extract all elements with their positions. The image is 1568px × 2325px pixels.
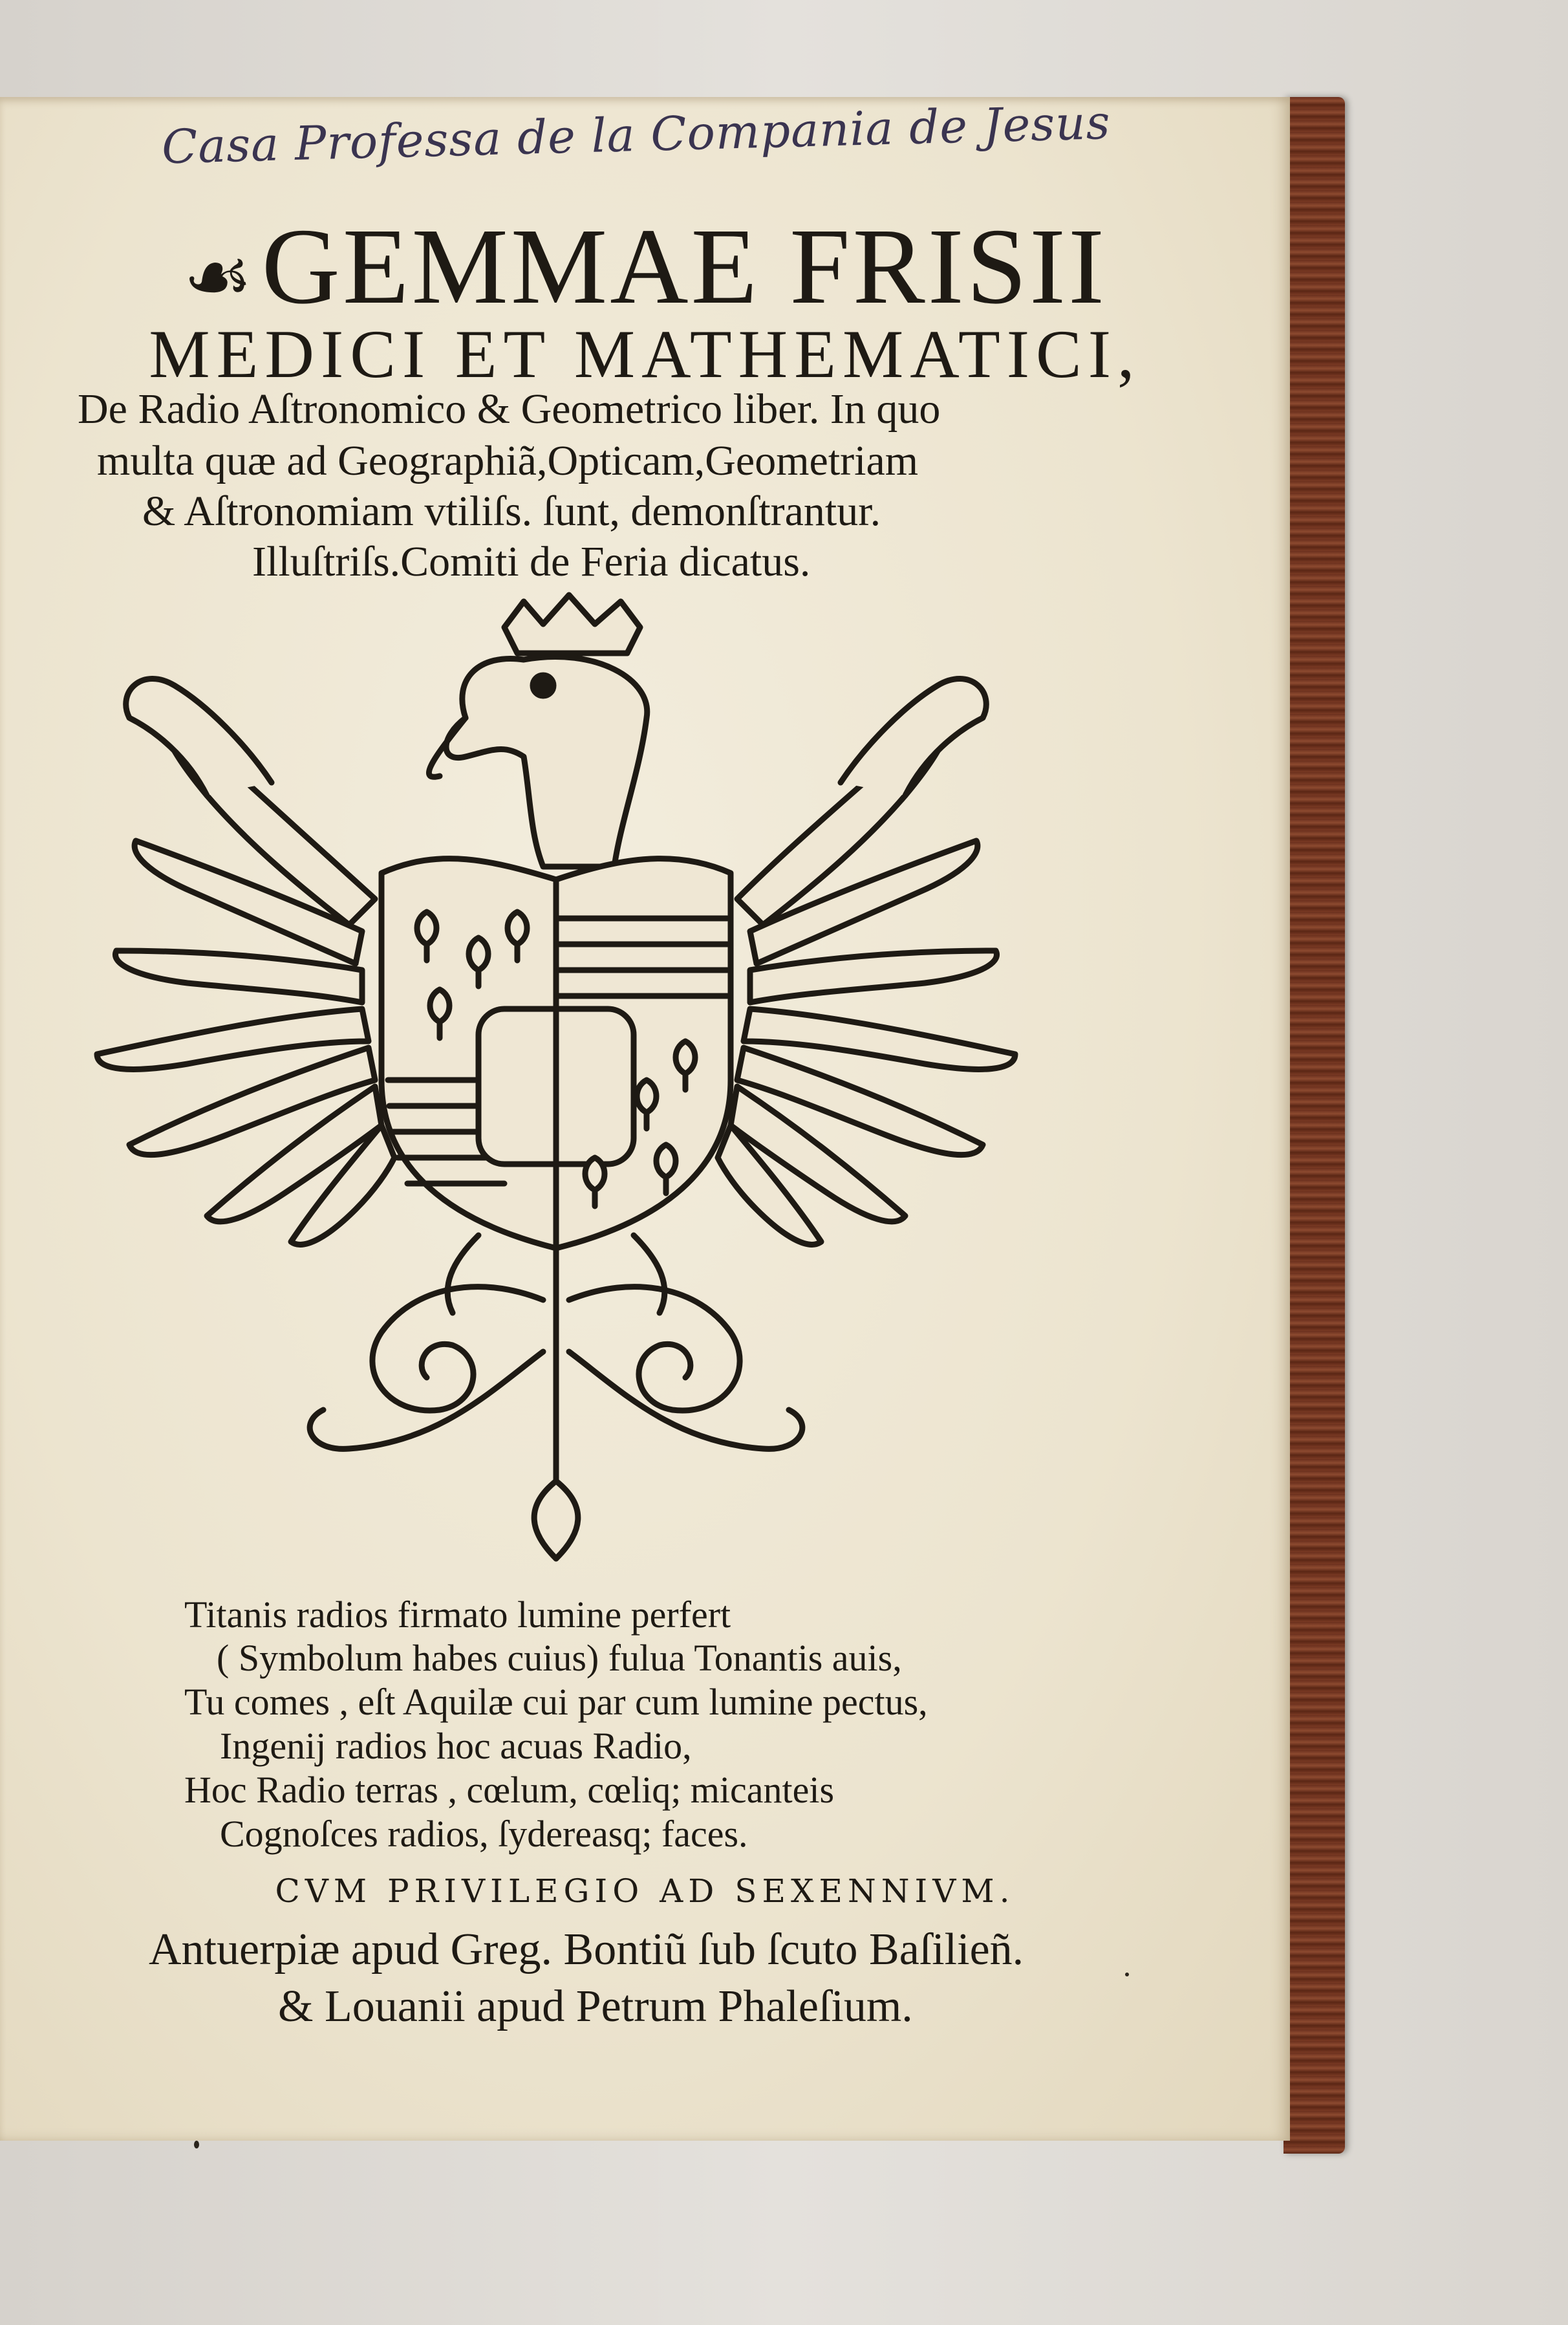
poem-line: ( Symbolum habes cuius) fulua Tonantis auis,: [217, 1637, 902, 1679]
book-binding-edge: [1283, 97, 1345, 2154]
poem-line: Hoc Radio terras , cœlum, cœliq; micanteis: [184, 1769, 835, 1811]
poem-line: Titanis radios firmato lumine perfert: [184, 1594, 731, 1636]
fleuron-ornament-icon: ☙: [183, 234, 255, 321]
coat-of-arms-woodcut: [78, 589, 1073, 1610]
subtitle-line: multa quæ ad Geographiã,Opticam,Geometriam: [97, 437, 919, 484]
dedication-line: Illuſtriſs.Comiti de Feria dicatus.: [252, 538, 811, 585]
title-line-2: MEDICI ET MATHEMATICI,: [149, 316, 1141, 392]
poem-line: Cognoſces radios, ſydereasq; faces.: [220, 1813, 748, 1855]
handwritten-ownership-inscription: Casa Professa de la Compania de Jesus: [161, 94, 1112, 175]
title-line-1: [0, 206, 1290, 327]
imprint-line: Antuerpiæ apud Greg. Bontiũ ſub ſcuto Baſilieñ.: [149, 1925, 1024, 1974]
subtitle-line: De Radio Aſtronomico & Geometrico liber. In quo: [78, 385, 941, 433]
privilege-line: CVM PRIVILEGIO AD SEXENNIVM.: [275, 1872, 1015, 1910]
poem-line: Ingenij radios hoc acuas Radio,: [220, 1725, 692, 1767]
imprint-line: & Louanii apud Petrum Phaleſium.: [278, 1982, 913, 2031]
title-author: GEMMAE FRISII: [261, 206, 1107, 327]
ink-speck: [1125, 1973, 1129, 1976]
subtitle-line: & Aſtronomiam vtiliſs. ſunt, demonſtrantur.: [142, 488, 881, 535]
ink-speck: [194, 2141, 199, 2148]
poem-line: Tu comes , eſt Aquilæ cui par cum lumine pectus,: [184, 1681, 928, 1723]
